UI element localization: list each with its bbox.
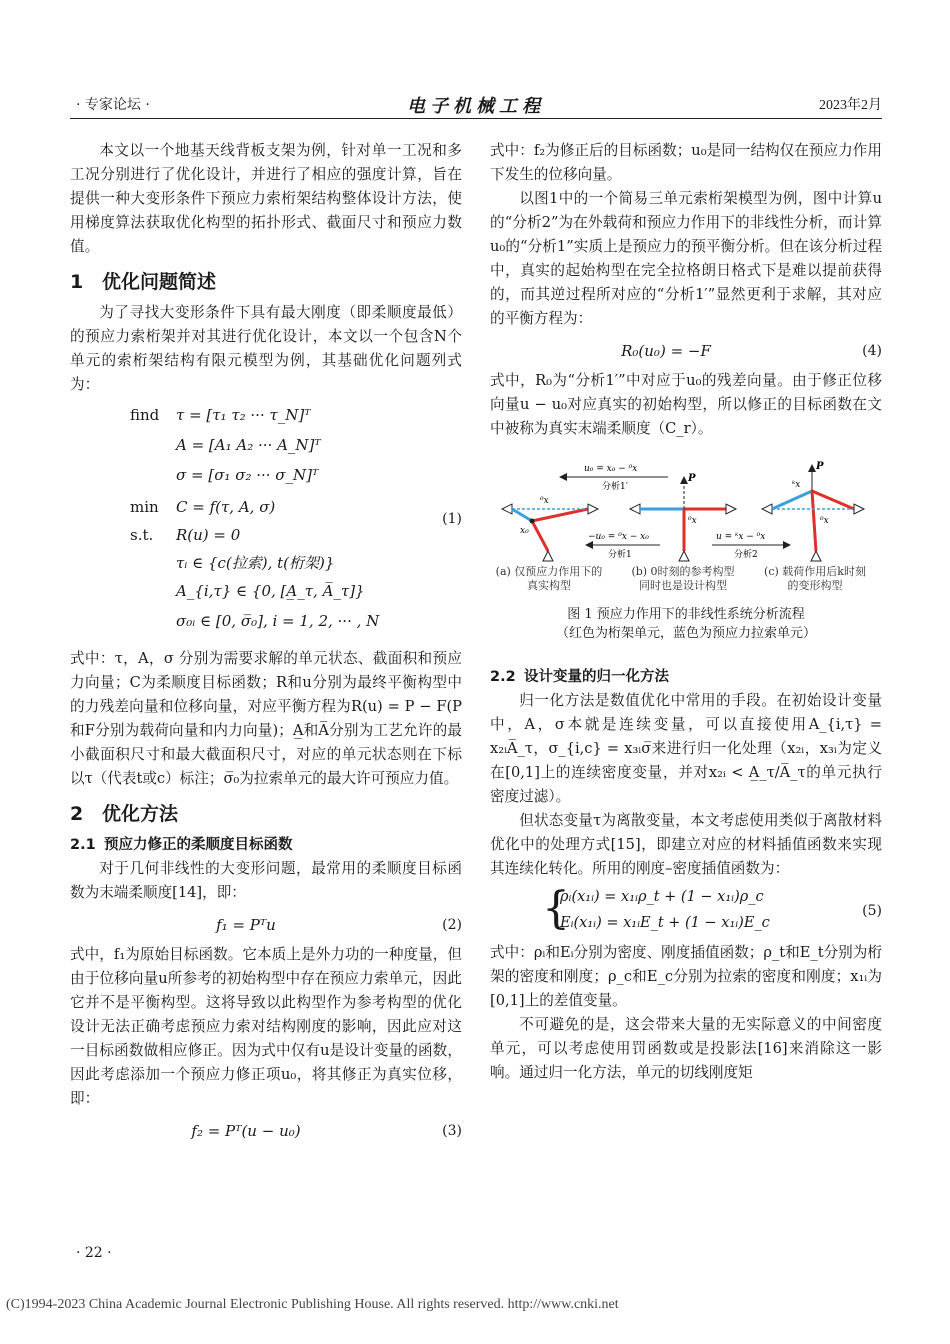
paragraph-r6: 式中：ρᵢ和Eᵢ分别为密度、刚度插值函数；ρ_t和E_t分别为桁架的密度和刚度；ρ_c和E_c分别为拉索的密度和刚度；x₁ᵢ为[0,1]上的差值变量。 xyxy=(490,944,882,1009)
copyright-notice: (C)1994-2023 China Academic Journal Electronic Publishing House. All rights reserved. http://www.cnki.net xyxy=(6,1297,619,1312)
label-u-eq: u = ᵏx − ⁰x xyxy=(716,532,766,542)
left-column xyxy=(70,139,462,1149)
panel-b xyxy=(630,473,736,561)
panel-a xyxy=(502,496,598,561)
panel-c xyxy=(762,461,864,561)
label-P-c: P xyxy=(816,461,824,472)
label-x0: x₀ xyxy=(520,526,529,536)
caption-b: (b) 0时刻的参考构型同时也是设计构型 xyxy=(631,565,735,592)
journal-title: 电子机械工程 xyxy=(407,96,545,117)
label-0x-a: ⁰x xyxy=(540,496,549,506)
page-number: · 22 · xyxy=(76,1245,112,1261)
equation-2: f₁ = Pᵀu (2) xyxy=(216,916,462,934)
section-2-1-paragraph: 对于几何非线性的大变形问题，最常用的柔顺度目标函数为末端柔顺度[14]，即： xyxy=(70,860,462,901)
figure-1 xyxy=(490,441,882,651)
paragraph-r3: 式中，R₀为“分析1′”中对应于u₀的残差向量。由于修正位移向量u − u₀对应真实的初始构型，所以修正的目标函数在文中被称为真实末端柔顺度（C_r）。 xyxy=(490,372,882,437)
paragraph-after-eq2: 式中，f₁为原始目标函数。它本质上是外力功的一种度量，但由于位移向量u所参考的初始构型中存在预应力索单元，因此它并不是平衡构型。这将导致以此构型作为参考构型的优化设计无法正确考虑预应力索对结构刚度的影响，因此应对这一目标函数做相应修正。因为式中仅有u是设计变量的函数，因此考虑添加一个预应力修正项u₀，将其修正为真实位移，即： xyxy=(70,946,462,1107)
figure-subtitle: （红色为桁架单元，蓝色为预应力拉索单元） xyxy=(555,626,816,641)
label-0x-b: ⁰x xyxy=(688,516,697,526)
caption-a: (a) 仅预应力作用下的真实构型 xyxy=(495,565,603,592)
where-paragraph-1: 式中：τ，A，σ 分别为需要求解的单元状态、截面积和预应力向量；C为柔顺度目标函数；R和u分别为最终平衡构型中的力残差向量和位移向量，对应平衡方程为R(u) = P − F(P和F分别为载荷向量和内力向量)；A̲和A̅分别为工艺允许的最小截面积尺寸和最大截面积尺寸，对应的单元状态则在下标以τ（代表t或c）标注；σ̅₀为拉索单元的最大许可预应力值。 xyxy=(70,650,462,787)
issue-date: 2023年2月 xyxy=(819,98,882,113)
section-label: · 专家论坛 · xyxy=(76,97,150,113)
equation-5: { ρᵢ(x₁ᵢ) = x₁ᵢρ_t + (1 − x₁ᵢ)ρ_c Eᵢ(x₁ᵢ) = x₁ᵢE_t + (1 − x₁ᵢ)E_c (5) xyxy=(542,883,882,934)
paragraph-r7: 不可避免的是，这会带来大量的无实际意义的中间密度单元，可以考虑使用罚函数或是投影法[16]来消除这一影响。通过归一化方法，单元的切线刚度矩 xyxy=(490,1016,882,1081)
right-column xyxy=(490,139,882,1085)
paragraph-r1: 式中：f₂为修正后的目标函数；u₀是同一结构仅在预应力作用下发生的位移向量。 xyxy=(490,142,882,183)
figure-title: 图 1 预应力作用下的非线性系统分析流程 xyxy=(567,607,805,622)
label-analysis-2: 分析2 xyxy=(734,550,758,560)
paragraph-r5: 但状态变量τ为离散变量，本文考虑使用类似于离散材料优化中的处理方式[15]，即建立对应的材料插值函数来实现其连续化转化。所用的刚度–密度插值函数为： xyxy=(490,812,882,877)
equation-4: R₀(u₀) = −F (4) xyxy=(621,342,882,360)
equation-1: find τ = [τ₁ τ₂ ··· τ_N]ᵀ A = [A₁ A₂ ··· A_N]ᵀ σ = [σ₁ σ₂ ··· σ_N]ᵀ min C = f(τ, A, σ) s.t. R(u) = 0 τᵢ ∈ {c(拉索), t(桁架)} A_{i,τ} ∈ {0, [A̲_τ, A̅_τ]} σ₀ᵢ ∈ [0, σ̅₀], i = 1, 2, ··· , N (1) xyxy=(130,406,462,630)
label-minus-u0: −u₀ = ⁰x − x₀ xyxy=(588,532,649,542)
section-2-2-heading: 2.2 设计变量的归一化方法 xyxy=(490,669,669,685)
caption-c: (c) 载荷作用后k时刻的变形构型 xyxy=(764,565,866,592)
equation-3: f₂ = Pᵀ(u − u₀) (3) xyxy=(191,1122,462,1140)
label-kx: ᵏx xyxy=(792,480,801,490)
section-1-paragraph: 为了寻找大变形条件下具有最大刚度（即柔顺度最低）的预应力索桁架并对其进行优化设计，本文以一个包含N个单元的索桁架结构有限元模型为例，其基础优化问题列式为： xyxy=(70,304,462,393)
label-analysis-1p: 分析1′ xyxy=(602,482,628,492)
intro-paragraph: 本文以一个地基天线背板支架为例，针对单一工况和多工况分别进行了优化设计，并进行了相应的强度计算，旨在提供一种大变形条件下预应力索桁架结构整体设计方法，使用梯度算法获取优化构型的拓扑形式、截面尺寸和预应力数值。 xyxy=(70,142,462,255)
label-0x-c: ⁰x xyxy=(820,516,829,526)
paragraph-r4: 归一化方法是数值优化中常用的手段。在初始设计变量中，A，σ本就是连续变量，可以直接使用A_{i,τ} = x₂ᵢA̅_τ，σ_{i,c} = x₃ᵢσ̅来进行归一化处理（x₂ᵢ，x₃ᵢ为定义在[0,1]上的连续密度变量，并对x₂ᵢ < A̲_τ/A̅_τ的单元执行密度过滤）。 xyxy=(490,692,882,805)
paragraph-r2: 以图1中的一个简易三单元索桁架模型为例，图中计算u的“分析2”为在外载荷和预应力作用下的非线性分析，而计算u₀的“分析1”实质上是预应力的预平衡分析。但在该分析过程中，真实的起始构型在完全拉格朗日格式下是难以提前获得的，而其逆过程所对应的“分析1′”显然更利于求解，其对应的平衡方程为： xyxy=(490,190,882,327)
section-1-heading: 1 优化问题简述 xyxy=(70,271,217,293)
section-2-1-heading: 2.1 预应力修正的柔顺度目标函数 xyxy=(70,837,293,853)
label-analysis-1: 分析1 xyxy=(608,550,632,560)
label-u0-eq: u₀ = x₀ − ⁰x xyxy=(584,464,638,474)
section-2-heading: 2 优化方法 xyxy=(70,803,179,825)
label-P-b: P xyxy=(688,473,696,484)
page-header xyxy=(70,93,882,119)
